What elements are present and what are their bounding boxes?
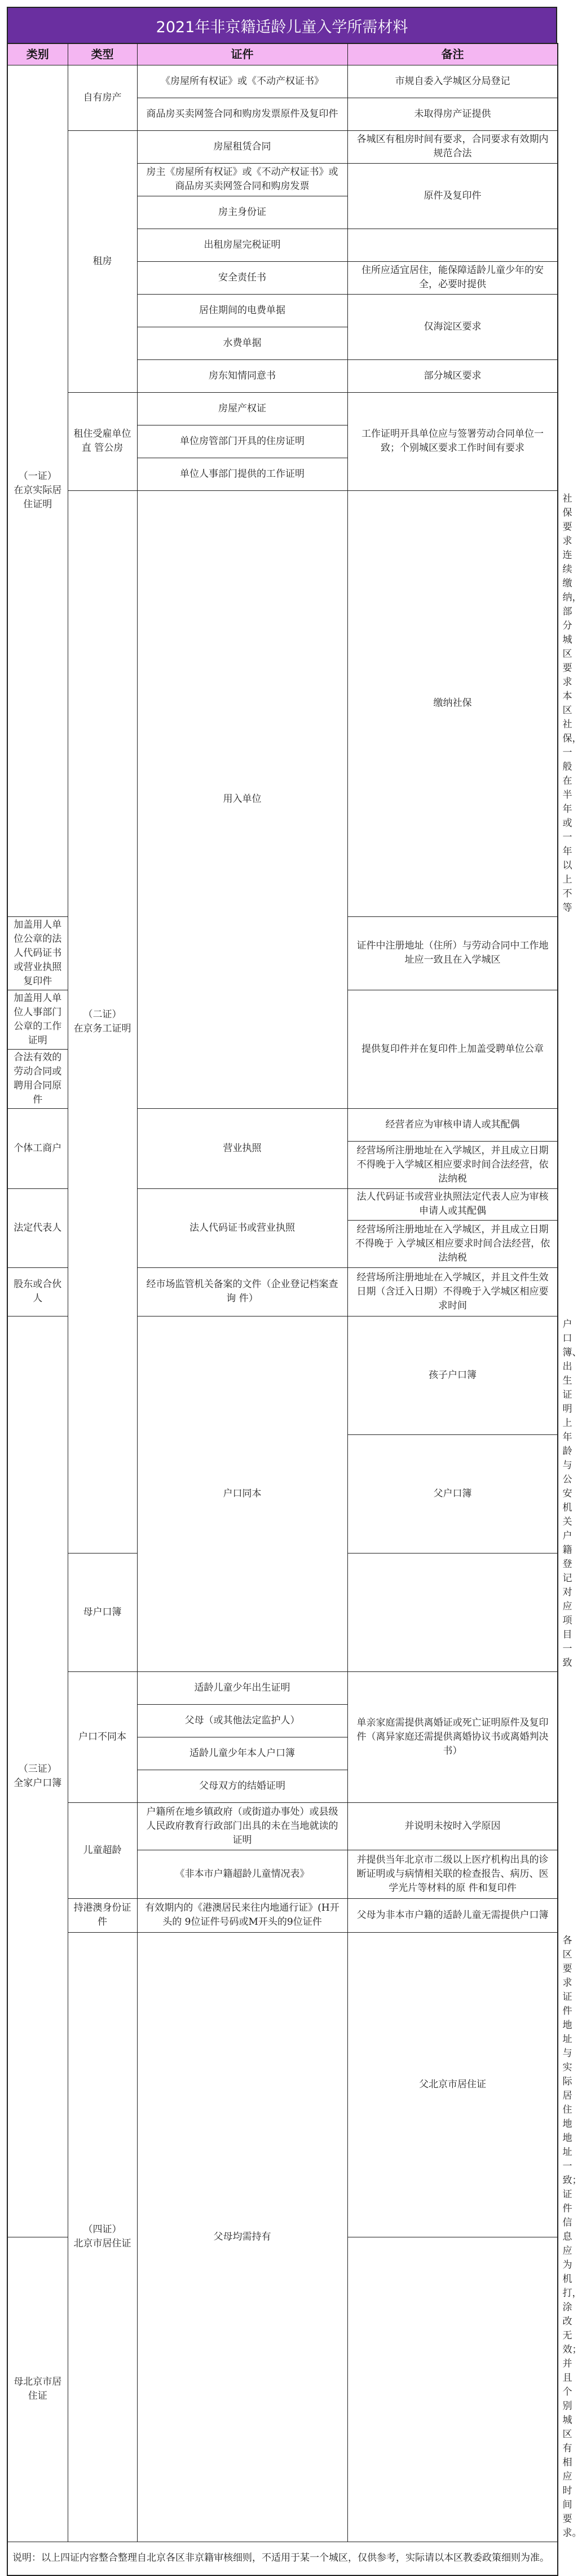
note-cell: 各城区有租房时间有要求，合同要求有效期内规范合法 xyxy=(347,130,558,163)
note-cell: 仅海淀区要求 xyxy=(347,294,558,359)
doc-cell: 《非本市户籍超龄儿童情况表》 xyxy=(137,1850,347,1898)
doc-cell: 适龄儿童少年本人户口簿 xyxy=(137,1737,347,1770)
note-cell: 提供复印件并在复印件上加盖受聘单位公章 xyxy=(347,990,558,1108)
note-cell: 经营场所注册地址在入学城区，并且成立日期不得晚于 入学城区相应要求时间合法经营，依法纳税 xyxy=(347,1220,558,1267)
doc-cell: 父户口簿 xyxy=(347,1434,558,1553)
doc-cell: 房主身份证 xyxy=(137,196,347,229)
doc-cell: 户籍所在地乡镇政府（或街道办事处）或县级人民政府教育行政部门出具的未在当地就读的证明 xyxy=(137,1802,347,1850)
doc-cell: 有效期内的《港澳居民来往内地通行证》(H开头的 9位证件号码或M开头的9位证件 xyxy=(137,1898,347,1932)
note-cell: 并说明未按时入学原因 xyxy=(347,1802,558,1850)
note-cell: 未取得房产证提供 xyxy=(347,98,558,130)
note-cell: 市规自委入学城区分局登记 xyxy=(347,65,558,98)
doc-cell: 出租房屋完税证明 xyxy=(137,229,347,261)
header-note: 备注 xyxy=(347,43,558,65)
type-rent: 租房 xyxy=(68,130,137,392)
doc-cell: 加盖用人单位人事部门公章的工作证明 xyxy=(7,990,68,1049)
type-individual: 个体工商户 xyxy=(7,1108,68,1188)
type-employer: 用入单位 xyxy=(137,490,347,1108)
doc-cell: 适龄儿童少年出生证明 xyxy=(137,1671,347,1704)
doc-cell: 母北京市居住证 xyxy=(7,2237,68,2542)
materials-table: 类别 类型 证件 备注 （一证） 在京实际居住证明 自有房产 《房屋所有权证》或《不动产权证书》 市规自委入学城区分局登记 商品房买卖网签合同和购房发票原件及复印件 未取得房产证提供 租房 房屋租赁合同 各城区有租房时间有要求，合同要求有效期内规范合法 房主《房屋所有权证》或《不动产权证书》或商品房买卖网签合同和购房发票 原件及复印件 房主身份证 出租房屋完税证明 安全责任书 住所应适宜居住，能保障适龄儿童少年的安全，必要时提供 居住期间的电费单据 仅海淀区要求 水费单据 房东知情同意书 部分城区要求 租住受雇单位直 管公房 房屋产权证 工作证明开具单位应与签署劳动合同单位一致；个别城区要求工作时间有要求 单位房管部门开具的住房证明 单位人事部门提供的工作证明 （二证） 在京务工证明 用入单位 缴纳社保 社保要求连续缴纳，部分城区要求本区社保，一般在半年或一年以上不等 加盖用人单位公章的法人代码证书或营业执照复印件 证件中注册地址（住所）与劳动合同中工作地址应一致且在入学城区 加盖用人单位人事部门公章的工作证明 提供复印件并在复印件上加盖受聘单位公章 合法有效的劳动合同或聘用合同原件 个体工商户 营业执照 经营者应为审核申请人或其配偶 经营场所注册地址在入学城区，并且成立日期不得晚于入学城区相应要求时间合法经营，依法纳税 法定代表人 法人代码证书或营业执照 法人代码证书或营业执照法定代表人应为审核申请人或其配偶 经营场所注册地址在入学城区，并且成立日期不得晚于 入学城区相应要求时间合法经营，依法纳税 股东或合伙人 经市场监管机关备案的文件（企业登记档案查询 件） 经营场所注册地址在入学城区，并且文件生效日期（含迁入日期）不得晚于入学城区相应要求时间 （三证） 全家户口簿 户口同本 孩子户口簿 户口簿、出生证明上年龄与公安机关户籍登记对应项目一致 父户口簿 母户口簿 户口不同本 适龄儿童少年出生证明 单亲家庭需提供离婚证或死亡证明原件及复印件（离异家庭还需提供离婚协议书或离婚判决书） 父母（或其他法定监护人） 适龄儿童少年本人户口簿 父母双方的结婚证明 儿童超龄 户籍所在地乡镇政府（或街道办事处）或县级人民政府教育行政部门出具的未在当地就读的证明 并说明未按时入学原因 《非本市户籍超龄儿童情况表》 并提供当年北京市二级以上医疗机构出具的诊断证明或与病情相关联的检查报告、病历、医学光片等材料的原 件和复印件 持港澳身份证件 有效期内的《港澳居民来往内地通行证》(H开头的 9位证件号码或M开头的9位证件 父母为非本市户籍的适龄儿童无需提供户口簿 （四证） 北京市居住证 父母均需持有 父北京市居住证 各区要求证件地址与实际居住地地址一致；证件信息应为机打，涂改无效；并且个别城区有相应时间要求。 母北京市居住证 说明：以上四证内容整合整理自北京各区非京籍审核细则，不适用于某一个城区，仅供参考，实际请以本区教委政策细则为准。 xyxy=(7,43,558,2576)
note-cell: 工作证明开具单位应与签署劳动合同单位一致；个别城区要求工作时间有要求 xyxy=(347,392,558,490)
doc-cell: 父母双方的结婚证明 xyxy=(137,1770,347,1802)
doc-cell: 房东知情同意书 xyxy=(137,359,347,392)
note-cell: 经营场所注册地址在入学城区，并且文件生效日期（含迁入日期）不得晚于入学城区相应要求时间 xyxy=(347,1267,558,1316)
type-unit-housing: 租住受雇单位直 管公房 xyxy=(68,392,137,490)
doc-cell: 居住期间的电费单据 xyxy=(137,294,347,327)
doc-cell: 单位人事部门提供的工作证明 xyxy=(137,458,347,490)
doc-cell: 合法有效的劳动合同或聘用合同原件 xyxy=(7,1049,68,1108)
category-residence-permit: （四证） 北京市居住证 xyxy=(68,1932,137,2542)
note-cell: 单亲家庭需提供离婚证或死亡证明原件及复印件（离异家庭还需提供离婚协议书或离婚判决书） xyxy=(347,1671,558,1802)
type-own-property: 自有房产 xyxy=(68,65,137,130)
doc-cell: 房屋产权证 xyxy=(137,392,347,425)
category-residence: （一证） 在京实际居住证明 xyxy=(7,65,68,916)
type-diff-register: 户口不同本 xyxy=(68,1671,137,1802)
doc-cell: 法人代码证书或营业执照 xyxy=(137,1188,347,1267)
doc-cell: 营业执照 xyxy=(137,1108,347,1188)
doc-cell: 父北京市居住证 xyxy=(347,1932,558,2237)
note-cell: 父母为非本市户籍的适龄儿童无需提供户口簿 xyxy=(347,1898,558,1932)
footnote: 说明：以上四证内容整合整理自北京各区非京籍审核细则，不适用于某一个城区，仅供参考，实际请以本区教委政策细则为准。 xyxy=(7,2542,558,2575)
type-hk-macau: 持港澳身份证件 xyxy=(68,1898,137,1932)
type-legal-rep: 法定代表人 xyxy=(7,1188,68,1267)
doc-cell: 安全责任书 xyxy=(137,261,347,294)
page-title: 2021年非京籍适龄儿童入学所需材料 xyxy=(7,7,557,43)
type-same-register: 户口同本 xyxy=(137,1316,347,1671)
note-cell: 部分城区要求 xyxy=(347,359,558,392)
header-type: 类型 xyxy=(68,43,137,65)
type-overage: 儿童超龄 xyxy=(68,1802,137,1898)
doc-cell: 父母（或其他法定监护人） xyxy=(137,1704,347,1737)
note-cell: 原件及复印件 xyxy=(347,163,558,229)
doc-cell: 单位房管部门开具的住房证明 xyxy=(137,425,347,458)
document xyxy=(7,7,582,2576)
doc-cell: 缴纳社保 xyxy=(347,490,558,916)
doc-cell: 经市场监管机关备案的文件（企业登记档案查询 件） xyxy=(137,1267,347,1316)
note-cell-empty xyxy=(347,229,558,261)
category-work: （二证） 在京务工证明 xyxy=(68,490,137,1553)
type-both-parents: 父母均需持有 xyxy=(137,1932,347,2542)
doc-cell: 房主《房屋所有权证》或《不动产权证书》或商品房买卖网签合同和购房发票 xyxy=(137,163,347,196)
doc-cell: 孩子户口簿 xyxy=(347,1316,558,1434)
doc-cell: 商品房买卖网签合同和购房发票原件及复印件 xyxy=(137,98,347,130)
note-cell: 住所应适宜居住，能保障适龄儿童少年的安全，必要时提供 xyxy=(347,261,558,294)
doc-cell: 《房屋所有权证》或《不动产权证书》 xyxy=(137,65,347,98)
header-document: 证件 xyxy=(137,43,347,65)
note-cell: 证件中注册地址（住所）与劳动合同中工作地址应一致且在入学城区 xyxy=(347,916,558,990)
category-household: （三证） 全家户口簿 xyxy=(7,1316,68,2237)
note-cell: 经营场所注册地址在入学城区，并且成立日期不得晚于入学城区相应要求时间合法经营，依法纳税 xyxy=(347,1141,558,1188)
doc-cell: 水费单据 xyxy=(137,327,347,359)
type-partner: 股东或合伙人 xyxy=(7,1267,68,1316)
doc-cell: 房屋租赁合同 xyxy=(137,130,347,163)
doc-cell: 加盖用人单位公章的法人代码证书或营业执照复印件 xyxy=(7,916,68,990)
header-row xyxy=(7,43,558,65)
note-cell: 法人代码证书或营业执照法定代表人应为审核申请人或其配偶 xyxy=(347,1188,558,1220)
note-cell: 经营者应为审核申请人或其配偶 xyxy=(347,1108,558,1141)
header-category: 类别 xyxy=(7,43,68,65)
doc-cell: 母户口簿 xyxy=(68,1553,137,1671)
note-cell: 并提供当年北京市二级以上医疗机构出具的诊断证明或与病情相关联的检查报告、病历、医学光片等材料的原 件和复印件 xyxy=(347,1850,558,1898)
